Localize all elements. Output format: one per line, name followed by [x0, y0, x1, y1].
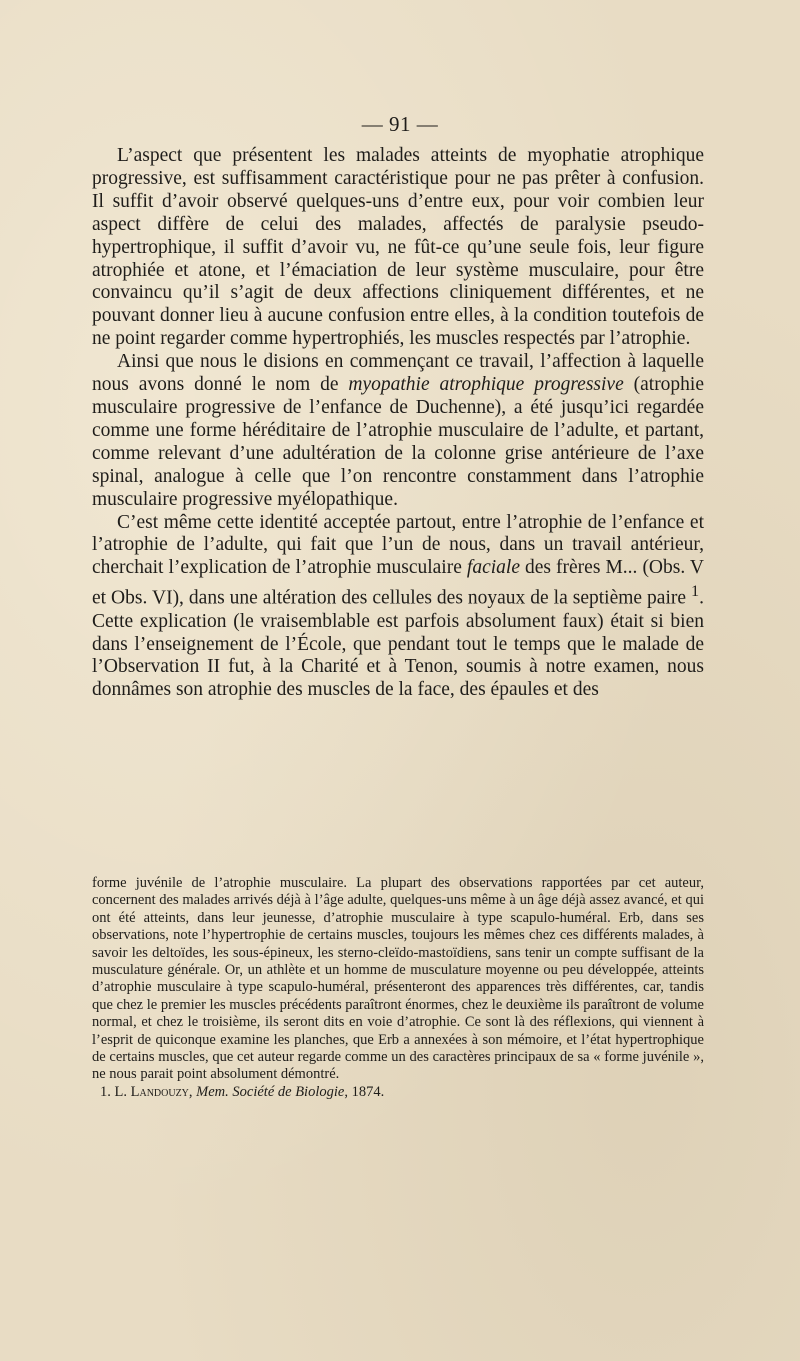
footnote-continued: forme juvénile de l’atrophie musculaire. La plupart des observations rapportées par cet auteur, concernent des malades arrivés déjà à l’âge adulte, quelques-uns même à un âge déjà assez avancé, et qui ont été atteints, dans leur jeunesse, d’atrophie musculaire à type scapulo-huméral. Erb, dans ses observations, note l’hypertrophie de certains muscles, toujours les mêmes chez ces différents malades, à savoir les deltoïdes, les sous-épineux, les sterno-cleïdo-mastoïdiens, sans tenir un compte suffisant de la musculature générale. Or, un athlète et un homme de musculature moyenne ou peu développée, atteints d’atrophie musculaire à type scapulo-huméral, présenteront des apparences très différentes, car, tandis que chez le premier les muscles précédents paraîtront énormes, chez le deuxième ils paraîtront de volume normal, et chez le troisième, ils seront dits en voie d’atrophie. Ce sont là des réflexions, qui viennent à l’esprit de quiconque examine les planches, que Erb a annexées à son mémoire, et l’état hypertrophique de certains muscles, que cet auteur regarde comme un des caractères principaux de sa « forme juvénile », ne nous parait point absolument démontré.: [92, 875, 704, 1083]
page-number: — 91 —: [361, 112, 439, 136]
footnote-1: [92, 1084, 704, 1101]
footnotes: [92, 875, 704, 1101]
footnote-marker: 1: [691, 582, 700, 601]
main-text: [92, 145, 704, 702]
paragraph-3-text-a: C’est même cette identité acceptée partout, entre l’atrophie de l’enfance et l’atrophie de l’adulte, qui fait que l’un de nous, dans un travail antérieur, cherchait l’explication de l’atrophie musculaire: [92, 511, 704, 579]
footnote-1-number: 1. L.: [100, 1083, 131, 1100]
paragraph-3-emphasis: faciale: [466, 557, 520, 579]
paragraph-2-text-a: Ainsi que nous le disions en commençant ce travail, l’affection à laquelle nous avons donné le nom de: [92, 351, 704, 396]
footnote-1-title: Mem. Société de Biologie: [196, 1083, 345, 1100]
footnote-1-year: , 1874.: [344, 1083, 385, 1100]
paragraph-2-emphasis: myopathie atrophique progressive: [348, 374, 624, 396]
paragraph-2: [92, 351, 704, 511]
paragraph-3: [92, 512, 704, 703]
paragraph-2-text-b: (atrophie musculaire progressive de l’enfance de Duchenne), a été jusqu’ici regardée comme une forme héréditaire de l’atrophie musculaire de l’adulte, et partant, comme relevant d’une adultération de la colonne grise antérieure de l’axe spinal, analogue à celle que l’on rencontre constamment dans l’atrophie musculaire progressive myélopathique.: [92, 374, 705, 510]
paragraph-3-text-c: . Cette explication (le vraisemblable est parfois absolument faux) était si bien dans l’enseignement de l’École, que pendant tout le temps que le malade de l’Observation II fut, à la Charité et à Tenon, soumis à notre examen, nous donnâmes son atrophie des muscles de la face, des épaules et des: [92, 587, 704, 701]
paragraph-1: L’aspect que présentent les malades atteints de myophatie atrophique progressive, est suffisamment caractéristique pour ne pas prêter à confusion. Il suffit d’avoir observé quelques-uns d’entre eux, pour voir combien leur aspect diffère de celui des malades, affectés de paralysie pseudo-hypertrophique, il suffit d’avoir vu, ne fût-ce qu’une seule fois, leur figure atrophiée et atone, et l’émaciation de leur système musculaire, pour être convaincu qu’il s’agit de deux affections cliniquement différentes, et ne pouvant donner lieu à aucune confusion entre elles, à la condition toutefois de ne point regarder comme hypertrophiés, les muscles respectés par l’atrophie.: [92, 145, 704, 350]
paragraph-3-text-b: des frères M... (Obs. V et Obs. VI), dans une altération des cellules des noyaux de la septième paire: [92, 557, 704, 609]
footnote-1-sep: ,: [188, 1083, 197, 1100]
footnote-1-author: Landouzy: [130, 1083, 189, 1100]
